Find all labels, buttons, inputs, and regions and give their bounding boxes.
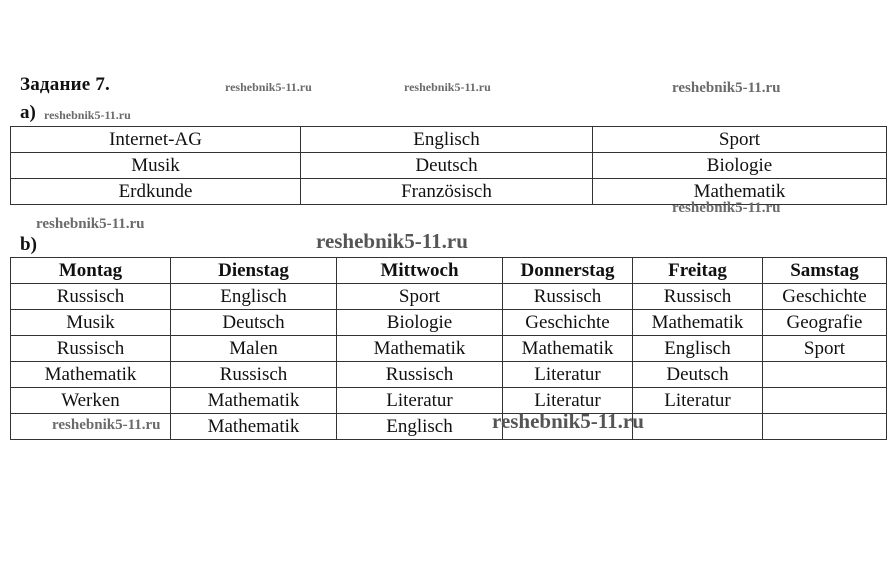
- table-cell: Mathematik: [171, 388, 337, 414]
- section-b-label: b): [20, 234, 37, 255]
- table-cell: Russisch: [11, 284, 171, 310]
- table-cell: Musik: [11, 310, 171, 336]
- column-header: Samstag: [763, 258, 887, 284]
- watermark: reshebnik5-11.ru: [672, 80, 781, 96]
- table-cell: Englisch: [171, 284, 337, 310]
- watermark: reshebnik5-11.ru: [492, 409, 644, 433]
- table-cell: Mathematik: [503, 336, 633, 362]
- table-cell: Deutsch: [301, 153, 593, 179]
- table-row: [11, 127, 887, 153]
- header-row: [11, 258, 887, 284]
- watermark: reshebnik5-11.ru: [404, 80, 491, 94]
- table-cell: [763, 388, 887, 414]
- section-a-label: a): [20, 102, 36, 123]
- watermark: reshebnik5-11.ru: [44, 108, 131, 122]
- table-cell: Geschichte: [763, 284, 887, 310]
- subjects-table: [10, 126, 887, 205]
- table-cell: Russisch: [633, 284, 763, 310]
- table-cell: [633, 414, 763, 440]
- table-cell: Russisch: [503, 284, 633, 310]
- table-cell: Mathematik: [337, 336, 503, 362]
- table-cell: Biologie: [593, 153, 887, 179]
- table-cell: Französisch: [301, 179, 593, 205]
- table-row: [11, 153, 887, 179]
- column-header: Montag: [11, 258, 171, 284]
- table-cell: [763, 414, 887, 440]
- table-cell: Biologie: [337, 310, 503, 336]
- watermark: reshebnik5-11.ru: [316, 229, 468, 253]
- table-cell: Literatur: [503, 362, 633, 388]
- table-cell: Literatur: [503, 388, 633, 414]
- table-row: [11, 284, 887, 310]
- table-cell: Literatur: [633, 388, 763, 414]
- watermark: reshebnik5-11.ru: [225, 80, 312, 94]
- table-cell: Erdkunde: [11, 179, 301, 205]
- table-cell: Geografie: [763, 310, 887, 336]
- table-cell: Russisch: [11, 336, 171, 362]
- table-cell: Englisch: [633, 336, 763, 362]
- timetable: [10, 257, 887, 440]
- table-cell: Deutsch: [633, 362, 763, 388]
- watermark: reshebnik5-11.ru: [36, 216, 145, 232]
- watermark: reshebnik5-11.ru: [672, 200, 781, 216]
- table-cell: Russisch: [171, 362, 337, 388]
- watermark: reshebnik5-11.ru: [52, 417, 161, 433]
- table-cell: [763, 362, 887, 388]
- column-header: Donnerstag: [503, 258, 633, 284]
- table-row: [11, 336, 887, 362]
- column-header: Dienstag: [171, 258, 337, 284]
- table-cell: Mathematik: [11, 362, 171, 388]
- table-cell: Literatur: [337, 388, 503, 414]
- table-cell: Internet-AG: [11, 127, 301, 153]
- table-cell: Mathematik: [171, 414, 337, 440]
- column-header: Freitag: [633, 258, 763, 284]
- table-cell: Mathematik: [593, 179, 887, 205]
- table-row: [11, 310, 887, 336]
- table-cell: Russisch: [337, 362, 503, 388]
- table-cell: Sport: [337, 284, 503, 310]
- table-cell: Sport: [593, 127, 887, 153]
- table-cell: Mathematik: [633, 310, 763, 336]
- table-cell: Malen: [171, 336, 337, 362]
- table-cell: Englisch: [301, 127, 593, 153]
- table-cell: Sport: [763, 336, 887, 362]
- table-cell: Deutsch: [171, 310, 337, 336]
- task-title: Задание 7.: [20, 74, 110, 95]
- table-cell: Werken: [11, 388, 171, 414]
- table-row: [11, 388, 887, 414]
- table-cell: Musik: [11, 153, 301, 179]
- column-header: Mittwoch: [337, 258, 503, 284]
- table-row: [11, 362, 887, 388]
- table-cell: Geschichte: [503, 310, 633, 336]
- table-cell: Englisch: [337, 414, 503, 440]
